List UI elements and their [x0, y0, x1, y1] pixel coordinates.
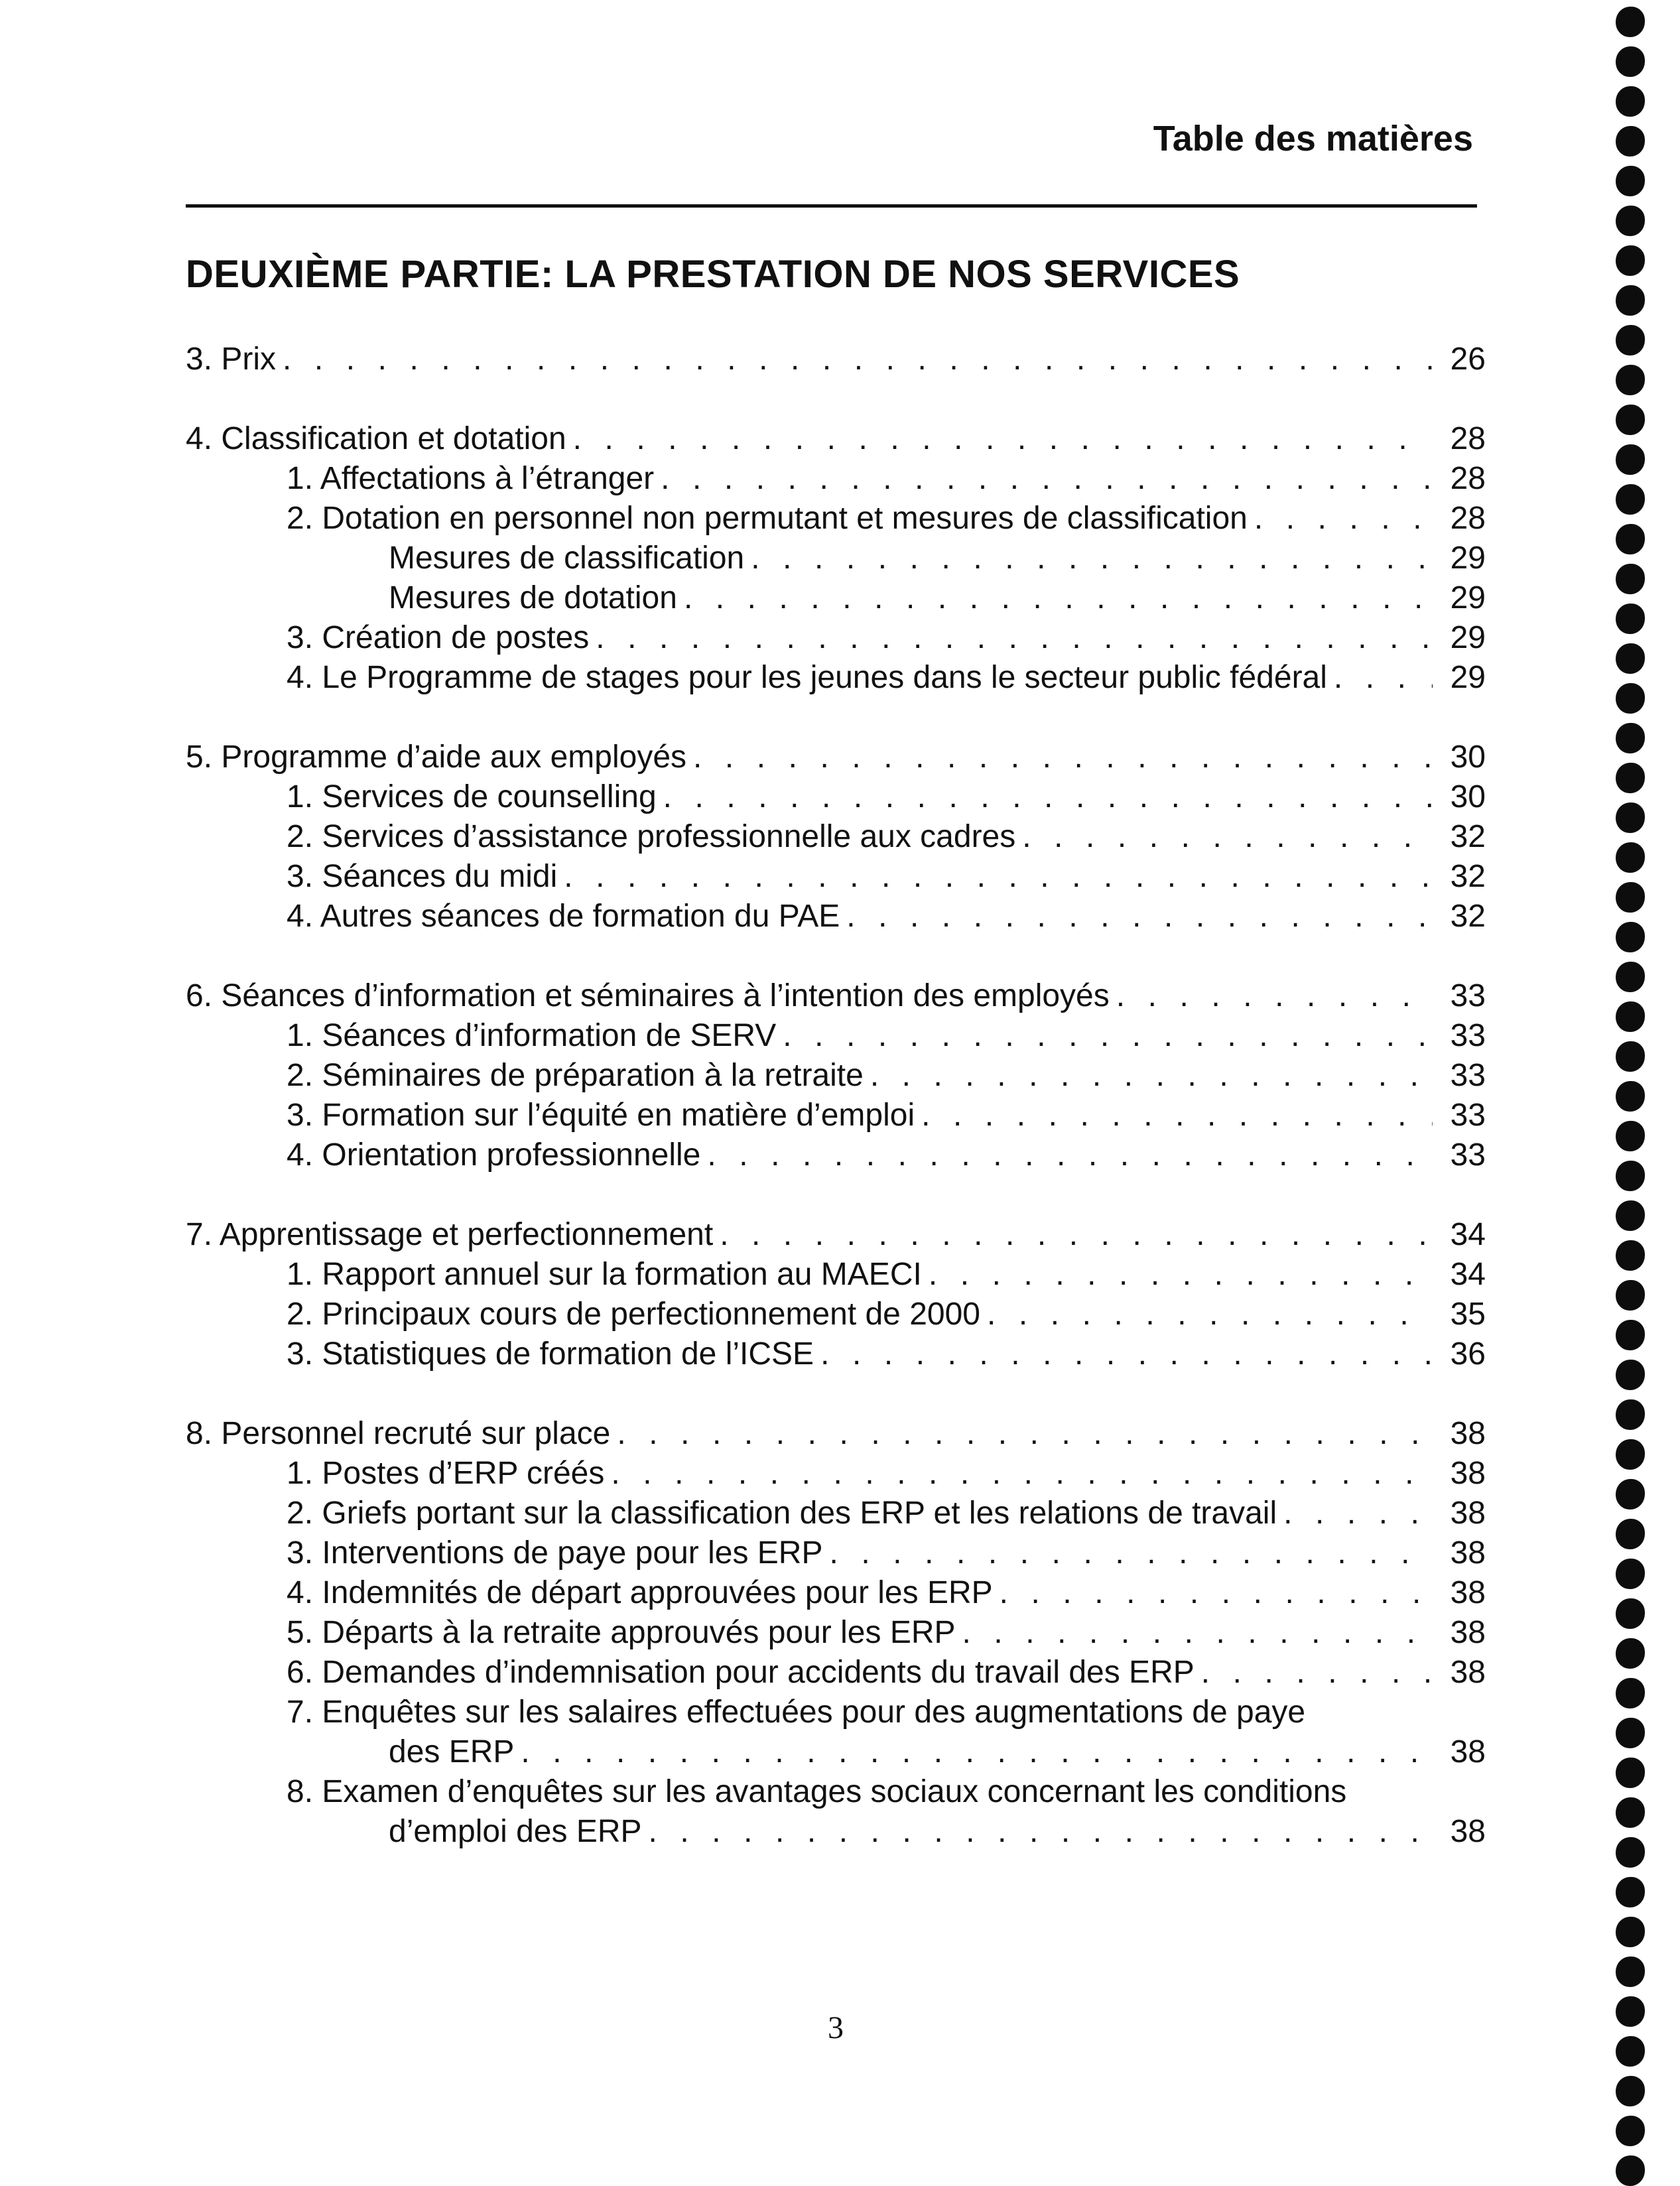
- toc-entry-title: 3. Formation sur l’équité en matière d’emploi: [287, 1098, 915, 1133]
- toc-dot-leader: [820, 1334, 1433, 1374]
- toc-entry-page: 38: [1450, 1814, 1486, 1849]
- toc-entry[interactable]: [186, 1334, 1486, 1374]
- toc-entry-page: 38: [1450, 1615, 1486, 1650]
- toc-entry-page: 38: [1450, 1456, 1486, 1491]
- binding-hole: [1616, 1797, 1645, 1828]
- toc-entry[interactable]: [186, 1573, 1486, 1613]
- toc-entry[interactable]: [186, 340, 1486, 379]
- toc-dot-leader: [1116, 976, 1433, 1016]
- toc-dot-leader: [1201, 1653, 1433, 1693]
- toc-entry-title: 2. Principaux cours de perfectionnement de 2000: [287, 1297, 980, 1332]
- binding-hole: [1616, 444, 1645, 475]
- toc-entry-page: 26: [1450, 342, 1486, 377]
- binding-hole: [1616, 1678, 1645, 1708]
- toc-entry-title: Mesures de classification: [389, 541, 745, 576]
- binding-hole: [1616, 166, 1645, 196]
- toc-entry-title: 8. Personnel recruté sur place: [186, 1416, 611, 1451]
- toc-entry[interactable]: [186, 1494, 1486, 1533]
- toc-dot-leader: [1000, 1573, 1433, 1613]
- binding-hole: [1616, 962, 1645, 992]
- toc-entry[interactable]: [186, 1454, 1486, 1494]
- spiral-binding: [1605, 0, 1671, 2181]
- binding-hole: [1616, 1559, 1645, 1589]
- toc-dot-leader: [1283, 1494, 1433, 1533]
- toc-entry-page: 38: [1450, 1575, 1486, 1610]
- toc-entry-title: 4. Indemnités de départ approuvées pour les ERP: [287, 1575, 993, 1610]
- binding-hole: [1616, 1399, 1645, 1430]
- binding-hole: [1616, 46, 1645, 77]
- binding-hole: [1616, 1161, 1645, 1191]
- toc-entry-title: 6. Demandes d’indemnisation pour accidents du travail des ERP: [287, 1655, 1195, 1690]
- toc-entry[interactable]: [186, 1732, 1486, 1772]
- toc-dot-leader: [521, 1732, 1433, 1772]
- toc-entry[interactable]: [186, 738, 1486, 777]
- toc-dot-leader: [929, 1255, 1433, 1295]
- toc-dot-leader: [693, 738, 1433, 777]
- toc-entry-title: 3. Interventions de paye pour les ERP: [287, 1535, 823, 1571]
- binding-hole: [1616, 86, 1645, 117]
- toc-entry-title: 3. Prix: [186, 342, 277, 377]
- toc-entry-title: 4. Autres séances de formation du PAE: [287, 899, 840, 934]
- toc-dot-leader: [720, 1215, 1433, 1255]
- toc-entry-title: 8. Examen d’enquêtes sur les avantages sociaux concernant les conditions: [287, 1774, 1347, 1809]
- toc-entry-page: 33: [1450, 1098, 1486, 1133]
- binding-hole: [1616, 2155, 1645, 2186]
- toc-entry[interactable]: [186, 817, 1486, 857]
- toc-dot-leader: [921, 1096, 1433, 1135]
- toc-dot-leader: [987, 1295, 1433, 1334]
- toc-entry[interactable]: [186, 1255, 1486, 1295]
- toc-entry-page: 29: [1450, 541, 1486, 576]
- toc-entry[interactable]: [186, 897, 1486, 936]
- toc-entry-title: 4. Le Programme de stages pour les jeunes dans le secteur public fédéral: [287, 660, 1327, 695]
- page-number: 3: [828, 2010, 844, 2045]
- toc-entry-page: 29: [1450, 620, 1486, 655]
- toc-dot-leader: [564, 857, 1433, 897]
- binding-hole: [1616, 2036, 1645, 2067]
- toc-entry-title: 2. Services d’assistance professionnelle aux cadres: [287, 819, 1016, 854]
- toc-dot-leader: [1334, 658, 1433, 698]
- part-title: DEUXIÈME PARTIE: LA PRESTATION DE NOS SERVICES: [186, 253, 1240, 296]
- toc-entry[interactable]: [186, 578, 1486, 618]
- toc-entry-title: 3. Séances du midi: [287, 859, 558, 894]
- binding-hole: [1616, 126, 1645, 157]
- toc-dot-leader: [611, 1454, 1433, 1494]
- toc-entry-page: 28: [1450, 461, 1486, 496]
- toc-dot-leader: [707, 1135, 1433, 1175]
- toc-section: [186, 340, 1486, 379]
- toc-section: [186, 1215, 1486, 1374]
- toc-entry[interactable]: [186, 1772, 1486, 1812]
- binding-hole: [1616, 206, 1645, 236]
- binding-hole: [1616, 1598, 1645, 1629]
- binding-hole: [1616, 484, 1645, 515]
- toc-entry-title: 1. Séances d’information de SERV: [287, 1018, 777, 1053]
- toc-entry-page: 32: [1450, 819, 1486, 854]
- binding-hole: [1616, 643, 1645, 674]
- binding-hole: [1616, 1957, 1645, 1987]
- toc-entry[interactable]: [186, 1693, 1486, 1732]
- toc-entry-title: d’emploi des ERP: [389, 1814, 642, 1849]
- binding-hole: [1616, 763, 1645, 793]
- toc-entry-page: 36: [1450, 1336, 1486, 1372]
- toc-dot-leader: [783, 1016, 1433, 1056]
- toc-entry-page: 32: [1450, 899, 1486, 934]
- toc-entry-title: 3. Statistiques de formation de l’ICSE: [287, 1336, 814, 1372]
- binding-hole: [1616, 1081, 1645, 1112]
- toc-entry-page: 34: [1450, 1217, 1486, 1252]
- binding-hole: [1616, 1280, 1645, 1311]
- binding-hole: [1616, 1439, 1645, 1470]
- binding-hole: [1616, 1917, 1645, 1947]
- toc-entry-page: 33: [1450, 1137, 1486, 1173]
- toc-entry[interactable]: [186, 1096, 1486, 1135]
- toc-entry[interactable]: [186, 459, 1486, 499]
- binding-hole: [1616, 1121, 1645, 1151]
- toc-entry-page: 38: [1450, 1655, 1486, 1690]
- toc-dot-leader: [663, 777, 1433, 817]
- toc-entry[interactable]: [186, 1016, 1486, 1056]
- toc-dot-leader: [962, 1613, 1433, 1653]
- binding-hole: [1616, 564, 1645, 594]
- binding-hole: [1616, 285, 1645, 316]
- toc-entry-page: 34: [1450, 1257, 1486, 1292]
- toc-section: [186, 419, 1486, 698]
- toc-dot-leader: [617, 1414, 1433, 1454]
- toc-entry-title: 7. Enquêtes sur les salaires effectuées pour des augmentations de paye: [287, 1695, 1306, 1730]
- toc-entry[interactable]: [186, 618, 1486, 658]
- toc-dot-leader: [573, 419, 1433, 459]
- binding-hole: [1616, 683, 1645, 714]
- table-of-contents: [186, 340, 1486, 1892]
- toc-entry[interactable]: [186, 1135, 1486, 1175]
- toc-entry-title: 4. Classification et dotation: [186, 421, 566, 456]
- toc-dot-leader: [661, 459, 1433, 499]
- toc-entry[interactable]: [186, 499, 1486, 539]
- binding-hole: [1616, 842, 1645, 873]
- binding-hole: [1616, 1519, 1645, 1549]
- toc-entry-title: 5. Programme d’aide aux employés: [186, 739, 687, 775]
- toc-dot-leader: [846, 897, 1433, 936]
- binding-hole: [1616, 1837, 1645, 1868]
- toc-entry-page: 30: [1450, 739, 1486, 775]
- toc-entry[interactable]: [186, 1533, 1486, 1573]
- toc-entry[interactable]: [186, 976, 1486, 1016]
- binding-hole: [1616, 803, 1645, 833]
- binding-hole: [1616, 1758, 1645, 1788]
- binding-hole: [1616, 1041, 1645, 1072]
- toc-dot-leader: [283, 340, 1433, 379]
- toc-entry[interactable]: [186, 857, 1486, 897]
- toc-dot-leader: [649, 1812, 1433, 1852]
- toc-entry-page: 35: [1450, 1297, 1486, 1332]
- toc-entry-page: 30: [1450, 779, 1486, 814]
- binding-hole: [1616, 1638, 1645, 1669]
- toc-entry-page: 33: [1450, 1058, 1486, 1093]
- toc-entry-page: 33: [1450, 1018, 1486, 1053]
- header-divider: [186, 204, 1477, 208]
- toc-entry-page: 38: [1450, 1416, 1486, 1451]
- toc-entry-title: 2. Séminaires de préparation à la retraite: [287, 1058, 864, 1093]
- toc-entry-title: 2. Dotation en personnel non permutant et mesures de classification: [287, 501, 1248, 536]
- toc-dot-leader: [1254, 499, 1433, 539]
- toc-entry-page: 38: [1450, 1535, 1486, 1571]
- toc-entry[interactable]: [186, 1414, 1486, 1454]
- toc-entry-page: 32: [1450, 859, 1486, 894]
- toc-entry[interactable]: [186, 1056, 1486, 1096]
- toc-entry[interactable]: [186, 1295, 1486, 1334]
- toc-entry-page: 38: [1450, 1734, 1486, 1769]
- binding-hole: [1616, 1877, 1645, 1907]
- toc-entry-page: 38: [1450, 1496, 1486, 1531]
- binding-hole: [1616, 325, 1645, 355]
- binding-hole: [1616, 405, 1645, 435]
- toc-entry-title: 3. Création de postes: [287, 620, 590, 655]
- toc-section: [186, 976, 1486, 1175]
- toc-entry-title: 6. Séances d’information et séminaires à l’intention des employés: [186, 978, 1110, 1013]
- toc-entry-title: 1. Rapport annuel sur la formation au MAECI: [287, 1257, 922, 1292]
- toc-dot-leader: [684, 578, 1433, 618]
- binding-hole: [1616, 245, 1645, 276]
- binding-hole: [1616, 1996, 1645, 2027]
- binding-hole: [1616, 1320, 1645, 1350]
- toc-dot-leader: [1022, 817, 1433, 857]
- binding-hole: [1616, 365, 1645, 395]
- binding-hole: [1616, 1479, 1645, 1510]
- toc-entry-title: Mesures de dotation: [389, 580, 677, 615]
- toc-entry[interactable]: [186, 658, 1486, 698]
- binding-hole: [1616, 524, 1645, 554]
- binding-hole: [1616, 1200, 1645, 1231]
- binding-hole: [1616, 2076, 1645, 2106]
- toc-dot-leader: [596, 618, 1433, 658]
- toc-entry[interactable]: [186, 1215, 1486, 1255]
- toc-entry-title: 5. Départs à la retraite approuvés pour les ERP: [287, 1615, 956, 1650]
- binding-hole: [1616, 604, 1645, 634]
- binding-hole: [1616, 1360, 1645, 1390]
- toc-dot-leader: [829, 1533, 1433, 1573]
- binding-hole: [1616, 922, 1645, 952]
- binding-hole: [1616, 1240, 1645, 1271]
- binding-hole: [1616, 882, 1645, 913]
- toc-entry-title: des ERP: [389, 1734, 515, 1769]
- toc-entry-title: 7. Apprentissage et perfectionnement: [186, 1217, 714, 1252]
- toc-entry-title: 2. Griefs portant sur la classification des ERP et les relations de travail: [287, 1496, 1277, 1531]
- toc-section: [186, 1414, 1486, 1852]
- toc-entry-title: 1. Services de counselling: [287, 779, 657, 814]
- toc-dot-leader: [751, 539, 1433, 578]
- toc-entry-page: 29: [1450, 580, 1486, 615]
- binding-hole: [1616, 7, 1645, 37]
- binding-hole: [1616, 2116, 1645, 2146]
- toc-entry-page: 28: [1450, 421, 1486, 456]
- binding-hole: [1616, 1001, 1645, 1032]
- toc-entry-title: 4. Orientation professionnelle: [287, 1137, 701, 1173]
- toc-entry-page: 29: [1450, 660, 1486, 695]
- toc-entry[interactable]: [186, 419, 1486, 459]
- toc-entry[interactable]: [186, 777, 1486, 817]
- toc-entry-title: 1. Postes d’ERP créés: [287, 1456, 605, 1491]
- page-header-title: Table des matières: [1153, 119, 1473, 159]
- toc-dot-leader: [870, 1056, 1433, 1096]
- toc-entry-page: 33: [1450, 978, 1486, 1013]
- toc-entry[interactable]: [186, 1613, 1486, 1653]
- toc-entry-title: 1. Affectations à l’étranger: [287, 461, 655, 496]
- toc-entry[interactable]: [186, 539, 1486, 578]
- binding-hole: [1616, 723, 1645, 753]
- toc-entry[interactable]: [186, 1653, 1486, 1693]
- binding-hole: [1616, 1718, 1645, 1748]
- toc-section: [186, 738, 1486, 936]
- toc-entry[interactable]: [186, 1812, 1486, 1852]
- toc-entry-page: 28: [1450, 501, 1486, 536]
